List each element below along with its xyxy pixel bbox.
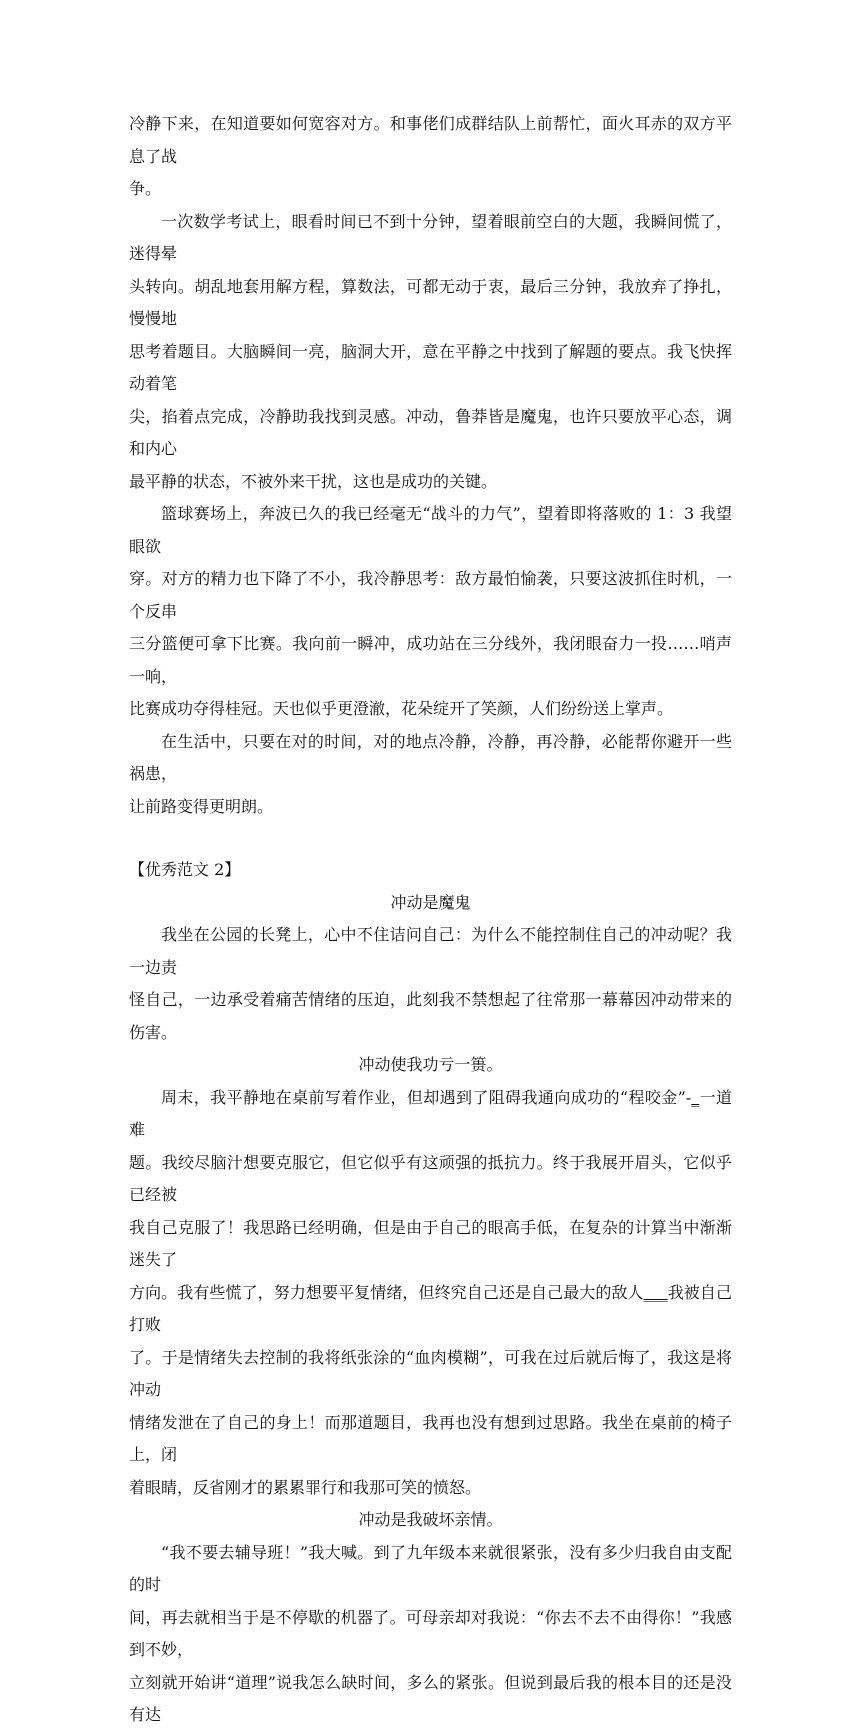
text-segment: 方向。我有些慌了，努力想要平复情绪，但终究自己还是自己最大的敌人 <box>129 1282 644 1302</box>
text-line: 一次数学考试上，眼看时间已不到十分钟，望着眼前空白的大题，我瞬间慌了，迷得晕 <box>129 211 732 263</box>
text-segment: 一道难 <box>129 1087 732 1139</box>
text-line <box>129 1082 732 1147</box>
text-line: 怪自己，一边承受着痛苦情绪的压迫，此刻我不禁想起了往常那一幕幕因冲动带来的伤害。 <box>129 990 732 1042</box>
text-segment: 周末，我平静地在桌前写着作业，但却遇到了阻碍我通向成功的“程咬金”- <box>161 1087 692 1107</box>
text-line: 三分篮便可拿下比赛。我向前一瞬冲，成功站在三分线外，我闭眼奋力一投……哨声一响， <box>129 634 732 686</box>
blank-line <box>129 823 732 854</box>
paragraph-3 <box>129 498 732 726</box>
paragraph-6 <box>129 1082 732 1505</box>
subtitle-2: 冲动是我破坏亲情。 <box>358 1510 503 1529</box>
text-line: 思考着题目。大脑瞬间一亮，脑洞大开，意在平静之中找到了解题的要点。我飞快挥动着笔 <box>129 341 732 393</box>
text-line: 着眼睛，反省刚才的累累罪行和我那可笑的愤怒。 <box>129 1477 482 1497</box>
underline-blank: ___ <box>643 1282 668 1302</box>
text-line: 我自己克服了！我思路已经明确，但是由于自己的眼高手低，在复杂的计算当中渐渐迷失了 <box>129 1217 732 1269</box>
paragraph-4 <box>129 726 732 824</box>
subtitle-1: 冲动使我功亏一篑。 <box>358 1055 503 1074</box>
text-line: 让前路变得更明朗。 <box>129 796 274 816</box>
document-body <box>129 108 732 1732</box>
text-line: 了。于是情绪失去控制的我将纸张涂的“血肉模糊”，可我在过后就后悔了，我这是将冲动 <box>129 1347 732 1399</box>
text-line: 穿。对方的精力也下降了不小，我冷静思考：敌方最怕愉袭，只要这波抓住时机，一个反串 <box>129 569 732 621</box>
text-line: 争。 <box>129 179 162 198</box>
paragraph-7 <box>129 1537 732 1732</box>
text-line: 我坐在公园的长凳上，心中不住诘问自己：为什么不能控制住自己的冲动呢？我一边责 <box>129 925 732 977</box>
text-segment: 我被自己打败 <box>129 1282 732 1334</box>
paragraph-1 <box>129 108 732 206</box>
text-line: “我不要去辅导班！”我大喊。到了九年级本来就很紧张，没有多少归我自由支配的时 <box>129 1542 732 1594</box>
paragraph-5 <box>129 919 732 1049</box>
text-line: 在生活中，只要在对的时间，对的地点冷静，冷静，再冷静，必能帮你避开一些祸患， <box>129 731 732 783</box>
text-line: 冷静下来，在知道要如何宽容对方。和事佬们成群结队上前帮忙，面火耳赤的双方平息了战 <box>129 114 732 166</box>
text-line: 篮球赛场上，奔波已久的我已经毫无“战斗的力气”，望着即将落败的 1：3 我望眼欲 <box>129 504 732 556</box>
text-line: 尖，掐着点完成，冷静助我找到灵感。冲动，鲁莽皆是魔鬼，也许只要放平心态，调和内心 <box>129 406 732 458</box>
text-line: 间，再去就相当于是不停歇的机器了。可母亲却对我说：“你去不去不由得你！”我感到不妙， <box>129 1607 732 1659</box>
text-line: 立刻就开始讲“道理”说我怎么缺时间，多么的紧张。但说到最后我的根本目的还是没有达 <box>129 1672 732 1724</box>
paragraph-2 <box>129 206 732 499</box>
text-line: 情绪发泄在了自己的身上！而那道题目，我再也没有想到过思路。我坐在桌前的椅子上，闭 <box>129 1412 732 1464</box>
text-line <box>129 1277 732 1342</box>
text-line: 题。我绞尽脑汁想要克服它，但它似乎有这顽强的抵抗力。终于我展开眉头，它似乎已经被 <box>129 1152 732 1204</box>
underline-blank: _ <box>691 1087 700 1107</box>
text-line: 比赛成功夺得桂冠。天也似乎更澄澈，花朵绽开了笑颜，人们纷纷送上掌声。 <box>129 699 674 718</box>
essay-title: 冲动是魔鬼 <box>390 892 471 912</box>
text-line: 最平静的状态，不被外来干扰，这也是成功的关键。 <box>129 471 498 491</box>
text-line: 头转向。胡乱地套用解方程，算数法，可都无动于衷，最后三分钟，我放弃了挣扎，慢慢地 <box>129 276 732 328</box>
section-label: 【优秀范文 2】 <box>129 860 241 879</box>
